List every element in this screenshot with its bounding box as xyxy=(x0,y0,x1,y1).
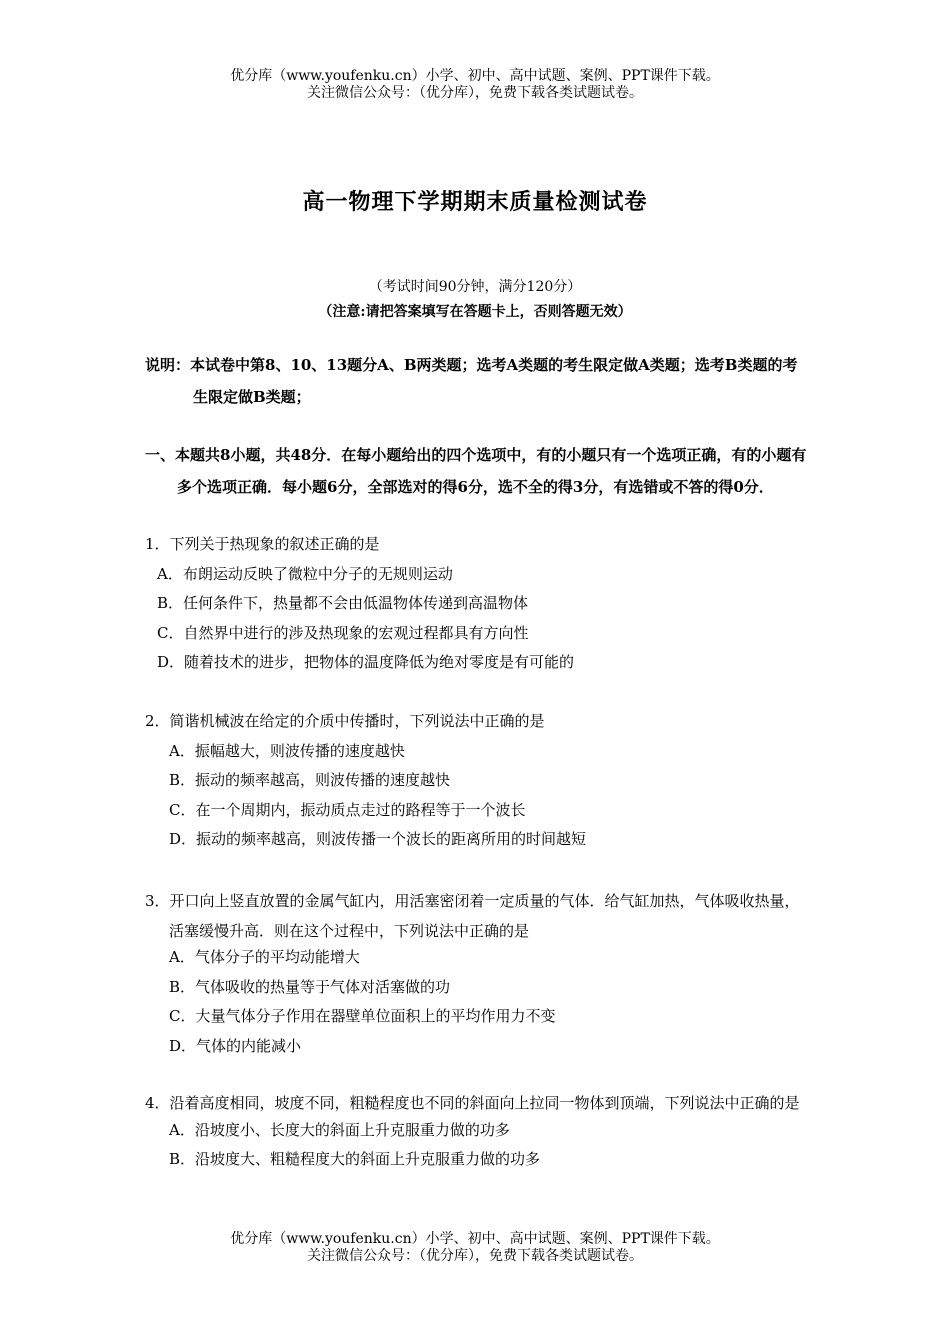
header-line-2: 关注微信公众号：（优分库），免费下载各类试题试卷。 xyxy=(307,85,643,101)
question-4 xyxy=(145,1089,810,1178)
option-d: D．随着技术的进步，把物体的温度降低为绝对零度是有可能的 xyxy=(157,653,575,671)
option-c: C．自然界中进行的涉及热现象的宏观过程都具有方向性 xyxy=(157,623,529,642)
option-c: C．大量气体分子作用在器壁单位面积上的平均作用力不变 xyxy=(169,1007,556,1025)
option-b: B．气体吸收的热量等于气体对活塞做的功 xyxy=(169,977,451,996)
instructions: 说明：本试卷中第8、10、13题分A、B两类题；选考A类题的考生限定做A类题；选考B类题的考生限定做B类题； xyxy=(145,356,798,406)
option-b: B．沿坡度大、粗糙程度大的斜面上升克服重力做的功多 xyxy=(169,1150,541,1168)
footer-line-1: 优分库（www.youfenku.cn）小学、初中、高中试题、案例、PPT课件下载。 xyxy=(230,1231,720,1247)
page-header xyxy=(0,68,950,102)
option-d: D．振动的频率越高，则波传播一个波长的距离所用的时间越短 xyxy=(169,830,587,848)
page-footer xyxy=(0,1231,950,1265)
question-stem: 1．下列关于热现象的叙述正确的是 xyxy=(145,535,380,553)
question-3 xyxy=(145,887,810,1064)
page-title: 高一物理下学期期末质量检测试卷 xyxy=(302,190,648,215)
option-a: A．气体分子的平均动能增大 xyxy=(169,948,360,966)
option-a: A．振幅越大，则波传播的速度越快 xyxy=(169,741,405,760)
question-stem: 3．开口向上竖直放置的金属气缸内，用活塞密闭着一定质量的气体．给气缸加热，气体吸收热量，活塞缓慢升高．则在这个过程中，下列说法中正确的是 xyxy=(145,892,800,940)
question-1 xyxy=(145,533,810,681)
option-b: B．任何条件下，热量都不会由低温物体传递到高温物体 xyxy=(157,594,529,612)
exam-notice: （注意:请把答案填写在答题卡上，否则答题无效） xyxy=(318,304,632,320)
question-stem: 4．沿着高度相同，坡度不同，粗糙程度也不同的斜面向上拉同一物体到顶端，下列说法中正确的是 xyxy=(145,1094,800,1112)
header-line-1: 优分库（www.youfenku.cn）小学、初中、高中试题、案例、PPT课件下载。 xyxy=(230,68,720,84)
question-stem: 2．简谐机械波在给定的介质中传播时，下列说法中正确的是 xyxy=(145,712,545,730)
option-a: A．布朗运动反映了微粒中分子的无规则运动 xyxy=(157,564,453,583)
option-c: C．在一个周期内，振动质点走过的路程等于一个波长 xyxy=(169,800,526,819)
question-2 xyxy=(145,710,810,858)
option-a: A．沿坡度小、长度大的斜面上升克服重力做的功多 xyxy=(169,1120,510,1139)
option-d: D．气体的内能减小 xyxy=(169,1036,302,1055)
exam-time: （考试时间90分钟，满分120分） xyxy=(368,279,582,295)
section-1-heading: 一、本题共8小题，共48分．在每小题给出的四个选项中，有的小题只有一个选项正确，有的小题有多个选项正确．每小题6分，全部选对的得6分，选不全的得3分，有选错或不答的得0分． xyxy=(145,446,807,496)
option-b: B．振动的频率越高，则波传播的速度越快 xyxy=(169,771,451,789)
footer-line-2: 关注微信公众号：（优分库），免费下载各类试题试卷。 xyxy=(307,1248,643,1264)
